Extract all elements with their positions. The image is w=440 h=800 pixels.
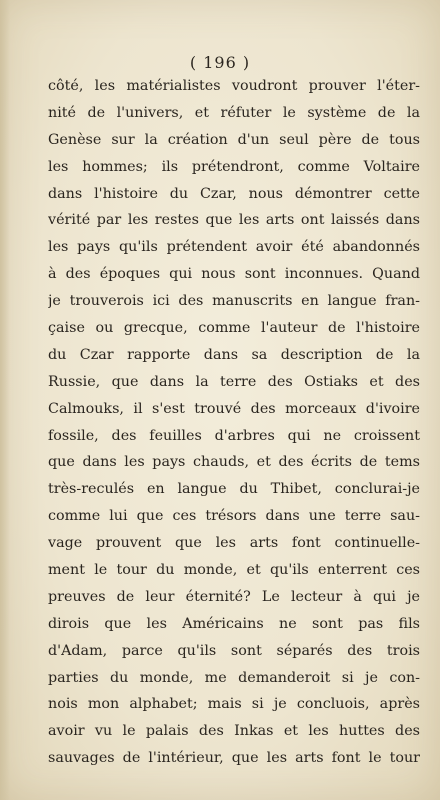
text-line: du Czar rapporte dans sa description de la xyxy=(48,346,420,363)
text-line: nité de l'univers, et réfuter le système de la xyxy=(48,104,420,121)
page-gutter-shadow xyxy=(0,0,10,800)
text-line: les pays qu'ils prétendent avoir été abandonnés xyxy=(48,239,420,256)
text-line: d'Adam, parce qu'ils sont séparés des trois xyxy=(48,642,420,659)
text-line: je trouverois ici des manuscrits en langue fran- xyxy=(48,293,420,310)
text-line: parties du monde, me demanderoit si je con- xyxy=(48,669,420,686)
text-line: que dans les pays chauds, et des écrits de tems xyxy=(48,454,420,471)
text-line: dans l'histoire du Czar, nous démontrer cette xyxy=(48,185,420,202)
text-line: sauvages de l'intérieur, que les arts font le tour xyxy=(48,750,420,767)
text-line: à des époques qui nous sont inconnues. Quand xyxy=(48,266,420,283)
text-line: très-reculés en langue du Thibet, conclurai-je xyxy=(48,481,420,498)
text-line: fossile, des feuilles d'arbres qui ne croissent xyxy=(48,427,420,444)
text-line: Russie, que dans la terre des Ostiaks et des xyxy=(48,373,420,390)
text-line: côté, les matérialistes voudront prouver l'éter- xyxy=(48,78,420,94)
text-line: dirois que les Américains ne sont pas fils xyxy=(48,615,420,632)
text-line: vage prouvent que les arts font continuelle- xyxy=(48,535,420,552)
text-line: Genèse sur la création d'un seul père de tous xyxy=(48,131,420,148)
text-line: preuves de leur éternité? Le lecteur à qui je xyxy=(48,588,420,605)
text-line: avoir vu le palais des Inkas et les huttes des xyxy=(48,723,420,740)
text-line: vérité par les restes que les arts ont laissés dans xyxy=(48,212,420,229)
text-line: Calmouks, il s'est trouvé des morceaux d'ivoire xyxy=(48,400,420,417)
text-line: les hommes; ils prétendront, comme Voltaire xyxy=(48,158,420,175)
page-number: ( 196 ) xyxy=(189,53,251,72)
body-text xyxy=(48,73,420,772)
text-line: çaise ou grecque, comme l'auteur de l'histoire xyxy=(48,320,420,337)
text-line: comme lui que ces trésors dans une terre sau- xyxy=(48,508,420,525)
text-line: ment le tour du monde, et qu'ils enterrent ces xyxy=(48,562,420,579)
text-line: nois mon alphabet; mais si je concluois, après xyxy=(48,696,420,713)
